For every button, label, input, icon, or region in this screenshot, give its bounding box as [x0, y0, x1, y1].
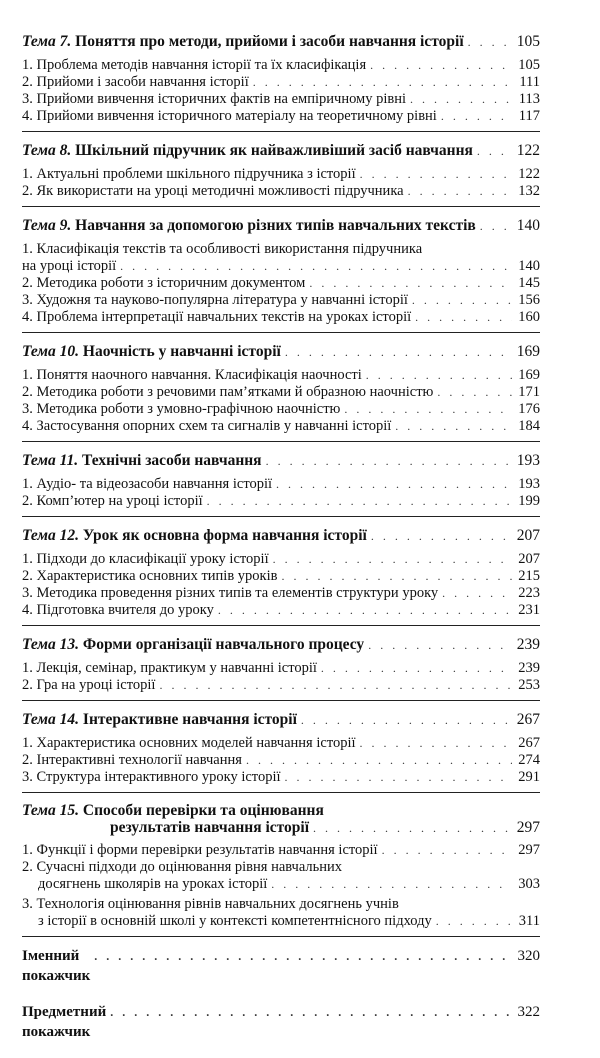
leader-dots: [368, 635, 512, 655]
toc-entry[interactable]: [22, 401, 540, 418]
toc-entry[interactable]: [22, 660, 540, 677]
toc-entry[interactable]: [22, 677, 540, 694]
index-title: Іменний покажчик: [22, 948, 91, 984]
topic-12: [22, 526, 540, 626]
page-number: 105: [516, 33, 540, 50]
entry-title: 3. Структура інтерактивного уроку історії: [22, 769, 281, 785]
leader-dots: [477, 141, 512, 161]
entry-title: 2. Комп’ютер на уроці історії: [22, 493, 203, 509]
leader-dots: [120, 258, 512, 275]
toc-entry[interactable]: [22, 275, 540, 292]
leader-dots: [382, 842, 512, 859]
topic-heading[interactable]: [22, 451, 540, 471]
entry-title: 1. Актуальні проблеми шкільного підручника з історії: [22, 166, 356, 182]
topic-13: [22, 635, 540, 701]
page-number: 132: [518, 183, 540, 199]
page-number: 207: [518, 551, 540, 567]
toc-entry[interactable]: [22, 476, 540, 493]
leader-dots: [207, 493, 512, 510]
page-number: 320: [517, 948, 540, 964]
leader-dots: [218, 602, 512, 619]
leader-dots: [436, 913, 512, 930]
toc-entry[interactable]: [22, 384, 540, 401]
leader-dots: [344, 401, 512, 418]
topic-heading[interactable]: [22, 526, 540, 546]
page-number: 215: [518, 568, 540, 584]
topic-heading[interactable]: [22, 802, 540, 837]
subject-index-entry[interactable]: [22, 1002, 540, 1042]
toc-entry[interactable]: [22, 309, 540, 326]
entry-title: 4. Проблема інтерпретації навчальних текстів на уроках історії: [22, 309, 412, 325]
page-number: 176: [518, 401, 540, 417]
topic-14: [22, 710, 540, 793]
page-number: 199: [518, 493, 540, 509]
page-number: 297: [518, 842, 540, 858]
entry-title: 4. Підготовка вчителя до уроку: [22, 602, 214, 618]
topic-number: Тема 12.: [22, 527, 80, 544]
leader-dots: [266, 451, 512, 471]
entry-title: 2. Характеристика основних типів уроків: [22, 568, 278, 584]
toc-entry[interactable]: [22, 57, 540, 74]
page-number: 267: [518, 735, 540, 751]
leader-dots: [301, 710, 512, 730]
topic-9: [22, 216, 540, 333]
leader-dots: [309, 275, 512, 292]
toc-entry[interactable]: [22, 74, 540, 91]
page-number: 140: [516, 217, 540, 234]
entry-title: 2. Сучасні підходи до оцінювання рівня навчальних: [22, 859, 343, 875]
leader-dots: [246, 752, 512, 769]
entry-title: 2. Гра на уроці історії: [22, 677, 156, 693]
page-number: 184: [518, 418, 540, 434]
leader-dots: [159, 677, 512, 694]
entry-title: 1. Функції і форми перевірки результатів навчання історії: [22, 842, 378, 858]
page-number: 239: [518, 660, 540, 676]
toc-entry[interactable]: [22, 602, 540, 619]
toc-entry[interactable]: [22, 752, 540, 769]
page-number: 239: [516, 636, 540, 653]
entry-title-continuation: на уроці історії: [22, 258, 117, 274]
leader-dots: [273, 551, 512, 568]
leader-dots: [321, 660, 512, 677]
leader-dots: [110, 1002, 512, 1022]
topic-heading[interactable]: [22, 216, 540, 236]
entry-title: 4. Застосування опорних схем та сигналів у навчанні історії: [22, 418, 392, 434]
entry-title-continuation: з історії в основній школі у контексті компетентнісного підходу: [38, 913, 432, 929]
leader-dots: [441, 108, 512, 125]
page-number: 122: [516, 142, 540, 159]
topic-number: Тема 15.: [22, 802, 80, 819]
topic-title: Інтерактивне навчання історії: [82, 711, 297, 728]
topic-number: Тема 11.: [22, 452, 79, 469]
topic-heading[interactable]: [22, 141, 540, 161]
topic-title-continuation: результатів навчання історії: [110, 819, 310, 836]
toc-entry[interactable]: [22, 568, 540, 585]
entry-title: 2. Методика роботи з історичним документом: [22, 275, 306, 291]
topic-heading[interactable]: [22, 342, 540, 362]
leader-dots: [415, 309, 512, 326]
leader-dots: [468, 32, 512, 52]
entry-title: 2. Методика роботи з речовими пам’ятками й образною наочністю: [22, 384, 434, 400]
leader-dots: [360, 735, 512, 752]
topic-heading[interactable]: [22, 32, 540, 52]
leader-dots: [285, 769, 512, 786]
leader-dots: [395, 418, 512, 435]
page-number: 156: [518, 292, 540, 308]
entry-title: 1. Аудіо- та відеозасоби навчання історії: [22, 476, 273, 492]
leader-dots: [366, 367, 512, 384]
leader-dots: [313, 820, 512, 837]
leader-dots: [412, 292, 512, 309]
toc-entry[interactable]: [22, 585, 540, 602]
leader-dots: [480, 216, 512, 236]
topic-title: Шкільний підручник як найважливіший засіб навчання: [75, 142, 473, 159]
entry-title: 3. Прийоми вивчення історичних фактів на емпіричному рівні: [22, 91, 407, 107]
page-number: 122: [518, 166, 540, 182]
entry-title: 1. Підходи до класифікації уроку історії: [22, 551, 269, 567]
page-number: 253: [518, 677, 540, 693]
toc-entry[interactable]: [22, 842, 540, 859]
topic-title: Урок як основна форма навчання історії: [82, 527, 367, 544]
page-number: 169: [518, 367, 540, 383]
entry-title: 3. Технологія оцінювання рівнів навчальних досягнень учнів: [22, 896, 399, 912]
topic-11: [22, 451, 540, 517]
leader-dots: [360, 166, 512, 183]
page-number: 223: [518, 585, 540, 601]
topic-title: Способи перевірки та оцінювання: [82, 802, 324, 819]
topic-15: [22, 802, 540, 937]
entry-title: 2. Як використати на уроці методичні можливості підручника: [22, 183, 404, 199]
leader-dots: [271, 876, 512, 893]
topic-heading[interactable]: [22, 710, 540, 730]
toc-entry[interactable]: [22, 241, 540, 275]
page-number: 160: [518, 309, 540, 325]
toc-entry[interactable]: [22, 493, 540, 510]
page-number: 169: [516, 343, 540, 360]
leader-dots: [408, 183, 512, 200]
page-number: 145: [518, 275, 540, 291]
name-index-entry[interactable]: [22, 946, 540, 986]
page-number: 113: [518, 91, 540, 107]
topic-title: Поняття про методи, прийоми і засоби навчання історії: [75, 33, 464, 50]
table-of-contents: [22, 32, 540, 1058]
toc-entry[interactable]: [22, 367, 540, 384]
page-number: 267: [516, 711, 540, 728]
topic-10: [22, 342, 540, 442]
entry-title: 3. Художня та науково-популярна література у навчанні історії: [22, 292, 408, 308]
toc-entry[interactable]: [22, 108, 540, 125]
page-number: 193: [516, 452, 540, 469]
toc-entry[interactable]: [22, 769, 540, 786]
topic-number: Тема 13.: [22, 636, 80, 653]
entry-title: 2. Прийоми і засоби навчання історії: [22, 74, 249, 90]
entry-title: 1. Поняття наочного навчання. Класифікація наочності: [22, 367, 362, 383]
entry-title: 1. Характеристика основних моделей навчання історії: [22, 735, 356, 751]
toc-entry[interactable]: [22, 551, 540, 568]
page-number: 274: [518, 752, 540, 768]
page-number: 207: [516, 527, 540, 544]
entry-title: 1. Лекція, семінар, практикум у навчанні історії: [22, 660, 317, 676]
leader-dots: [253, 74, 512, 91]
toc-entry[interactable]: [22, 896, 540, 930]
page-number: 231: [518, 602, 540, 618]
topic-title: Навчання за допомогою різних типів навчальних текстів: [75, 217, 476, 234]
page-number: 111: [519, 74, 540, 90]
leader-dots: [437, 384, 512, 401]
topic-title: Наочність у навчанні історії: [82, 343, 281, 360]
topic-7: [22, 32, 540, 132]
toc-entry[interactable]: [22, 183, 540, 200]
page-number: 117: [518, 108, 540, 124]
entry-title: 1. Класифікація текстів та особливості використання підручника: [22, 241, 423, 257]
toc-entry[interactable]: [22, 292, 540, 309]
page-number: 193: [518, 476, 540, 492]
page-number: 303: [518, 876, 540, 892]
topic-number: Тема 7.: [22, 33, 72, 50]
topic-8: [22, 141, 540, 207]
page-number: 105: [518, 57, 540, 73]
topic-title: Технічні засоби навчання: [82, 452, 262, 469]
topic-number: Тема 14.: [22, 711, 80, 728]
entry-title: 2. Інтерактивні технології навчання: [22, 752, 242, 768]
entry-title: 1. Проблема методів навчання історії та їх класифікація: [22, 57, 367, 73]
leader-dots: [276, 476, 512, 493]
topic-number: Тема 8.: [22, 142, 72, 159]
leader-dots: [285, 342, 512, 362]
entry-title: 3. Методика роботи з умовно-графічною наочністю: [22, 401, 341, 417]
toc-entry[interactable]: [22, 418, 540, 435]
topic-heading[interactable]: [22, 635, 540, 655]
leader-dots: [410, 91, 512, 108]
page-number: 311: [518, 913, 540, 929]
toc-entry[interactable]: [22, 91, 540, 108]
toc-entry[interactable]: [22, 166, 540, 183]
leader-dots: [94, 946, 512, 966]
leader-dots: [371, 526, 512, 546]
entry-title-continuation: досягнень школярів на уроках історії: [38, 876, 268, 892]
leader-dots: [370, 57, 512, 74]
leader-dots: [281, 568, 512, 585]
index-title: Предметний покажчик: [22, 1004, 107, 1040]
topic-number: Тема 9.: [22, 217, 72, 234]
entry-title: 4. Прийоми вивчення історичного матеріалу на теоретичному рівні: [22, 108, 437, 124]
toc-entry[interactable]: [22, 735, 540, 752]
page-number: 322: [517, 1004, 540, 1020]
page-number: 140: [518, 258, 540, 274]
topic-number: Тема 10.: [22, 343, 80, 360]
entry-title: 3. Методика проведення різних типів та елементів структури уроку: [22, 585, 439, 601]
page-number: 291: [518, 769, 540, 785]
toc-entry[interactable]: [22, 859, 540, 893]
page-number: 171: [518, 384, 540, 400]
leader-dots: [442, 585, 512, 602]
topic-title: Форми організації навчального процесу: [82, 636, 365, 653]
page-number: 297: [516, 819, 540, 836]
